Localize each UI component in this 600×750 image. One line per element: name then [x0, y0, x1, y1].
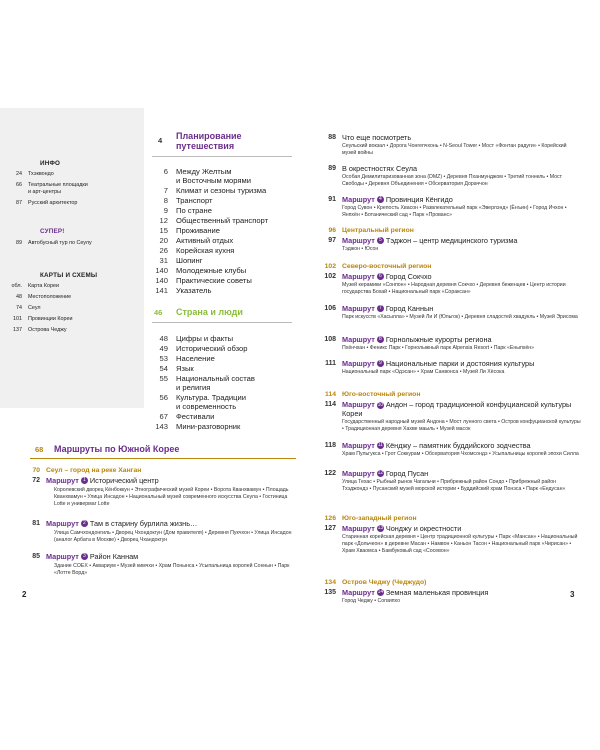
- route-10-desc: Государственный народный музей Андона • Мост лунного света • Остров конфуцианской культуры • Традиционная деревня Хахве маыль • Музей масок: [342, 419, 581, 433]
- map-item: 137 Острова Чеджу: [13, 327, 67, 333]
- route-2-desc: Улица Самчхондонгиль • Дворец Чхондокгун (Дом правителя) • Деревня Пукчхон • Улица Инсадон (аналог Арбата в Москве) • Дворец Чхандокгун: [54, 530, 292, 544]
- entry-89: 89 В окрестностях Сеула: [328, 164, 418, 173]
- planning-item: 15 Проживание: [159, 226, 220, 235]
- route-14-desc: Город Чеджу • Согвипхо: [342, 598, 400, 604]
- planning-item: 6 Между Желтым: [163, 167, 232, 176]
- map-item: 101 Провинции Кореи: [13, 316, 73, 322]
- route-5-desc: Тэджон • Юсон: [342, 246, 379, 252]
- super-item: 89 Автобусный тур по Сеулу: [16, 240, 92, 246]
- info-title: ИНФО: [40, 160, 61, 167]
- route-8: 108 Маршрут 8 Горнолыжные курорты региона: [324, 335, 492, 344]
- routes-page-num: 68: [35, 445, 44, 454]
- route-12: 122 Маршрут 12 Город Пусан: [324, 469, 429, 478]
- route-7-desc: Парк искусств «Хасылла» • Музей Ли И (Юльгок) • Деревня сладостей хвадукль • Музей Эрисома: [342, 314, 578, 320]
- route-6: 102 Маршрут 6 Город Сокчхо: [324, 272, 432, 281]
- country-item: и современность: [176, 402, 237, 411]
- country-item: 56 Культура. Традиции: [159, 393, 246, 402]
- route-3: 85 Маршрут 3 Район Каннам: [32, 552, 139, 561]
- route-2: 81 Маршрут 2 Там в старину бурлила жизнь…: [32, 519, 198, 528]
- info-item: 24 Тхэквондо: [16, 171, 54, 177]
- planning-item: 12 Общественный транспорт: [159, 216, 269, 225]
- country-item: 55 Национальный состав: [159, 374, 255, 383]
- planning-item: 8 Транспорт: [163, 196, 213, 205]
- route-7: 106 Маршрут 7 Город Каннын: [324, 304, 434, 313]
- route-12-desc: Улица Техас • Рыбный рынок Чагальчи • Прибрежный район Сондо • Прибрежный район Тхэджондэ • Пусанский музей морской истории • Буддийский храм Понэса • Парк «Ендусан»: [342, 479, 566, 493]
- planning-title: Планирование путешествия: [176, 131, 242, 151]
- country-item: 67 Фестивали: [159, 412, 215, 421]
- country-item: 54 Язык: [159, 364, 194, 373]
- entry-88-desc: Сеульский вокзал • Дорога Чонгепчхонь • N-Seoul Tower • Мост «Фонтан радуги» • Корейский музей войны: [342, 143, 567, 157]
- route-13: 127 Маршрут 13 Чонджу и окрестности: [324, 524, 462, 533]
- region-seoul: 70 Сеул – город на реке Ханган: [32, 467, 142, 474]
- route-9: 111 Маршрут 9 Национальные парки и достояния культуры: [325, 359, 535, 368]
- route-13-desc: Старинная корейская деревня • Центр традиционной культуры • Парк «Мансан» • Национальный парк «Дольчеон» в деревне Масан • Намвон • Каньон Тасон • Национальный парк «Чирисан» • Храм Хваомса • Бамбуковый сад «Сосевон»: [342, 534, 578, 555]
- map-item: обл. Карта Кореи: [11, 283, 60, 289]
- country-item: 143 Мини-разговорник: [155, 422, 241, 431]
- country-item: 49 Исторический обзор: [159, 344, 248, 353]
- page-number-right: 3: [570, 590, 575, 599]
- planning-item: 9 По стране: [163, 206, 212, 215]
- route-4-desc: Город Сувон • Крепость Хвасон • Развлекательный парк «Эверлэнд» (Ёнъин) • Город Ичхон • Янпхён • Ботанический сад • Парк «Прованс»: [342, 205, 567, 219]
- planning-item: 7 Климат и сезоны туризма: [163, 186, 267, 195]
- planning-item: 20 Активный отдых: [159, 236, 234, 245]
- planning-item: 140 Молодежные клубы: [155, 266, 247, 275]
- country-page-num: 46: [154, 308, 163, 317]
- info-item: и арт-центры: [28, 189, 61, 195]
- region-central: 96 Центральный регион: [328, 227, 414, 234]
- planning-item: и Восточным морями: [176, 176, 251, 185]
- route-5: 97 Маршрут 5 Тэджон – центр медицинского туризма: [328, 236, 518, 245]
- route-1: 72 Маршрут 1 Исторический центр: [32, 476, 159, 485]
- region-southwest: 126 Юго-западный регион: [324, 515, 417, 522]
- info-item: 66 Театральные площадки: [16, 182, 88, 188]
- route-1-desc: Королевский дворец Кёнбоккун • Этнографический музей Кореи • Ворота Кванхвамун • Площадь Кванхвамун • Улица Инсадон • Национальный музей современного искусства Сеула • Гостиница Lotte и универмаг Lotte: [54, 487, 289, 508]
- info-panel: [0, 108, 144, 408]
- planning-item: 26 Корейская кухня: [159, 246, 235, 255]
- country-title: Страна и люди: [176, 307, 243, 317]
- country-item: 53 Население: [159, 354, 215, 363]
- planning-item: 141 Указатель: [155, 286, 212, 295]
- route-11: 118 Маршрут 11 Кёнджу – памятник буддийского зодчества: [324, 441, 531, 450]
- divider: [30, 458, 296, 459]
- page-number-left: 2: [22, 590, 27, 599]
- route-6-desc: Музей керамики «Сонпон» • Народная деревня Сокчхо • Деревня беженцев • Центр истории государства Бохай • Национальный парк «Сораксан»: [342, 282, 566, 296]
- planning-item: 31 Шопинг: [159, 256, 203, 265]
- route-10: 114 Маршрут 10 Андон – город традиционной конфуцианской культуры Кореи: [324, 400, 572, 418]
- route-11-desc: Храм Пульгукса • Грот Соккурам • Обсерватория Чхомсондэ • Усыпальницы королей эпохи Силла: [342, 451, 579, 457]
- route-8-desc: Пхёнчхан • Феникс Парк • Горнолыжный парк Alpensia Resort • Парк «Еныпхён»: [342, 345, 534, 351]
- route-9-desc: Национальный парк «Одэсан» • Храм Санвонса • Музей Ли Хёсока: [342, 369, 505, 375]
- info-item: 87 Русский архитектор: [16, 200, 78, 206]
- region-northeast: 102 Северо-восточный регион: [324, 263, 432, 270]
- planning-page-num: 4: [158, 136, 163, 145]
- country-item: и религия: [176, 383, 211, 392]
- super-title: СУПЕР!: [40, 228, 65, 235]
- region-jeju: 134 Остров Чеджу (Чеджудо): [324, 579, 427, 586]
- route-14: 135 Маршрут 14 Земная маленькая провинция: [324, 588, 489, 597]
- divider: [152, 322, 292, 323]
- routes-title: Маршруты по Южной Корее: [54, 444, 180, 454]
- entry-89-desc: Особая Демилитаризованная зона (DMZ) • Деревня Пханмунджом • Третий тоннель • Мост Свободы • Деревня Объединения • Обсерватория Дораччон: [342, 174, 562, 188]
- planning-item: 140 Практические советы: [155, 276, 252, 285]
- region-southeast: 114 Юго-восточный регион: [325, 391, 421, 398]
- divider: [152, 156, 292, 157]
- route-3-desc: Здание COEX • Аквариум • Музей кимчхи • Храм Понынса • Усыпальница королей Соннын • Парк «Лотте Ворд»: [54, 563, 290, 577]
- map-item: 74 Сеул: [16, 305, 41, 311]
- country-item: 48 Цифры и факты: [159, 334, 234, 343]
- route-4: 91 Маршрут 4 Провинция Кёнгидо: [328, 195, 453, 204]
- map-item: 48 Местоположение: [16, 294, 72, 300]
- entry-88: 88 Что еще посмотреть: [328, 133, 412, 142]
- maps-title: КАРТЫ И СХЕМЫ: [40, 272, 98, 279]
